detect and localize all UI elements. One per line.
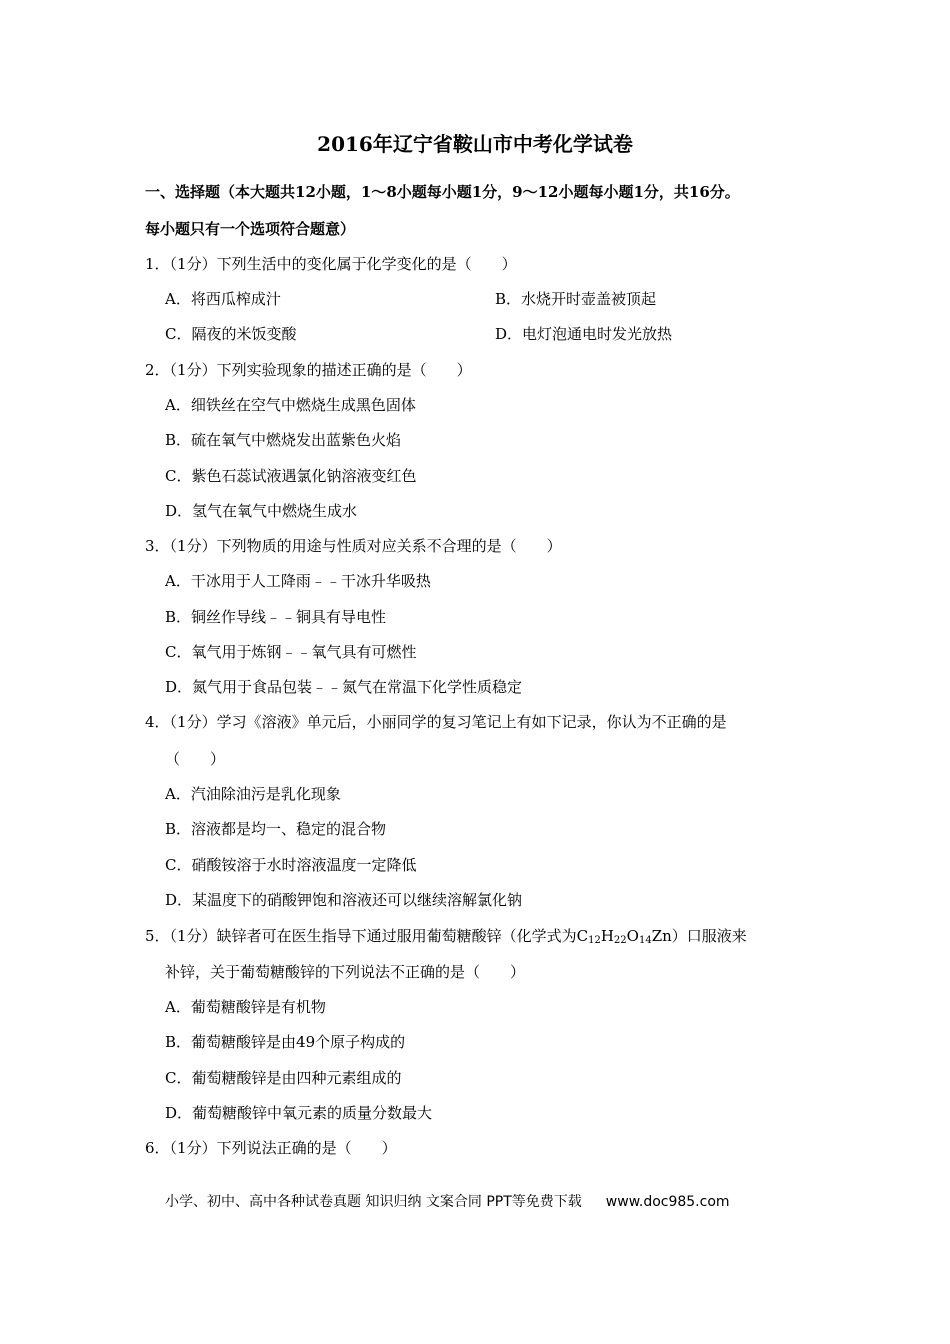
q1-option-b: B．水烧开时壶盖被顶起	[495, 290, 657, 308]
q5-stem-text-end: Zn）口服液来	[651, 927, 747, 945]
q3-stem: 3．（1分）下列物质的用途与性质对应关系不合理的是（ ）	[145, 537, 562, 555]
formula-subscript: 12	[588, 935, 601, 946]
footer-url[interactable]: www.doc985.com	[605, 1194, 730, 1210]
page-footer	[165, 1191, 730, 1211]
q1-option-c: C．隔夜的米饭变酸	[165, 325, 297, 343]
q2-stem: 2．（1分）下列实验现象的描述正确的是（ ）	[145, 361, 472, 379]
formula-subscript: 14	[638, 935, 652, 946]
q5-option-d: D．葡萄糖酸锌中氧元素的质量分数最大	[165, 1104, 433, 1122]
q5-stem-text: 5．（1分）缺锌者可在医生指导下通过服用葡萄糖酸锌（化学式为C	[145, 927, 589, 945]
q3-option-a: A．干冰用于人工降雨﹣﹣干冰升华吸热	[165, 572, 431, 590]
formula-subscript: 22	[613, 935, 627, 946]
q3-option-b: B．铜丝作导线﹣﹣铜具有导电性	[165, 608, 387, 626]
q2-option-b: B．硫在氧气中燃烧发出蓝紫色火焰	[165, 431, 402, 449]
q2-option-a: A．细铁丝在空气中燃烧生成黑色固体	[165, 396, 416, 414]
q4-option-c: C．硝酸铵溶于水时溶液温度一定降低	[165, 856, 417, 874]
q5-option-a: A．葡萄糖酸锌是有机物	[165, 998, 326, 1016]
q1-option-d: D．电灯泡通电时发光放热	[495, 325, 673, 343]
q1-option-a: A．将西瓜榨成汁	[165, 290, 281, 308]
formula-element: H	[600, 927, 614, 945]
q4-stem-continuation: （ ）	[165, 750, 226, 768]
q4-option-d: D．某温度下的硝酸钾饱和溶液还可以继续溶解氯化钠	[165, 891, 523, 909]
formula-element: O	[626, 927, 639, 945]
q5-option-c: C．葡萄糖酸锌是由四种元素组成的	[165, 1069, 402, 1087]
q4-option-b: B．溶液都是均一、稳定的混合物	[165, 820, 387, 838]
q5-stem	[145, 926, 747, 951]
q4-option-a: A．汽油除油污是乳化现象	[165, 785, 341, 803]
q5-stem-continuation: 补锌，关于葡萄糖酸锌的下列说法不正确的是（ ）	[165, 963, 526, 981]
q1-stem: 1．（1分）下列生活中的变化属于化学变化的是（ ）	[145, 255, 517, 273]
section-heading-line2: 每小题只有一个选项符合题意）	[145, 220, 356, 238]
page-title: 2016年辽宁省鞍山市中考化学试卷	[317, 132, 633, 156]
q4-stem: 4．（1分）学习《溶液》单元后，小丽同学的复习笔记上有如下记录，你认为不正确的是	[145, 713, 727, 731]
q6-stem: 6．（1分）下列说法正确的是（ ）	[145, 1139, 397, 1157]
q2-option-d: D．氢气在氧气中燃烧生成水	[165, 502, 358, 520]
q3-option-c: C．氧气用于炼钢﹣﹣氧气具有可燃性	[165, 643, 417, 661]
footer-text: 小学、初中、高中各种试卷真题 知识归纳 文案合同 PPT等免费下载	[165, 1194, 582, 1210]
section-heading-line1: 一、选择题（本大题共12小题，1～8小题每小题1分，9～12小题每小题1分，共16分。	[145, 183, 740, 201]
q5-option-b: B．葡萄糖酸锌是由49个原子构成的	[165, 1033, 406, 1051]
q3-option-d: D．氮气用于食品包装﹣﹣氮气在常温下化学性质稳定	[165, 678, 523, 696]
q2-option-c: C．紫色石蕊试液遇氯化钠溶液变红色	[165, 467, 417, 485]
